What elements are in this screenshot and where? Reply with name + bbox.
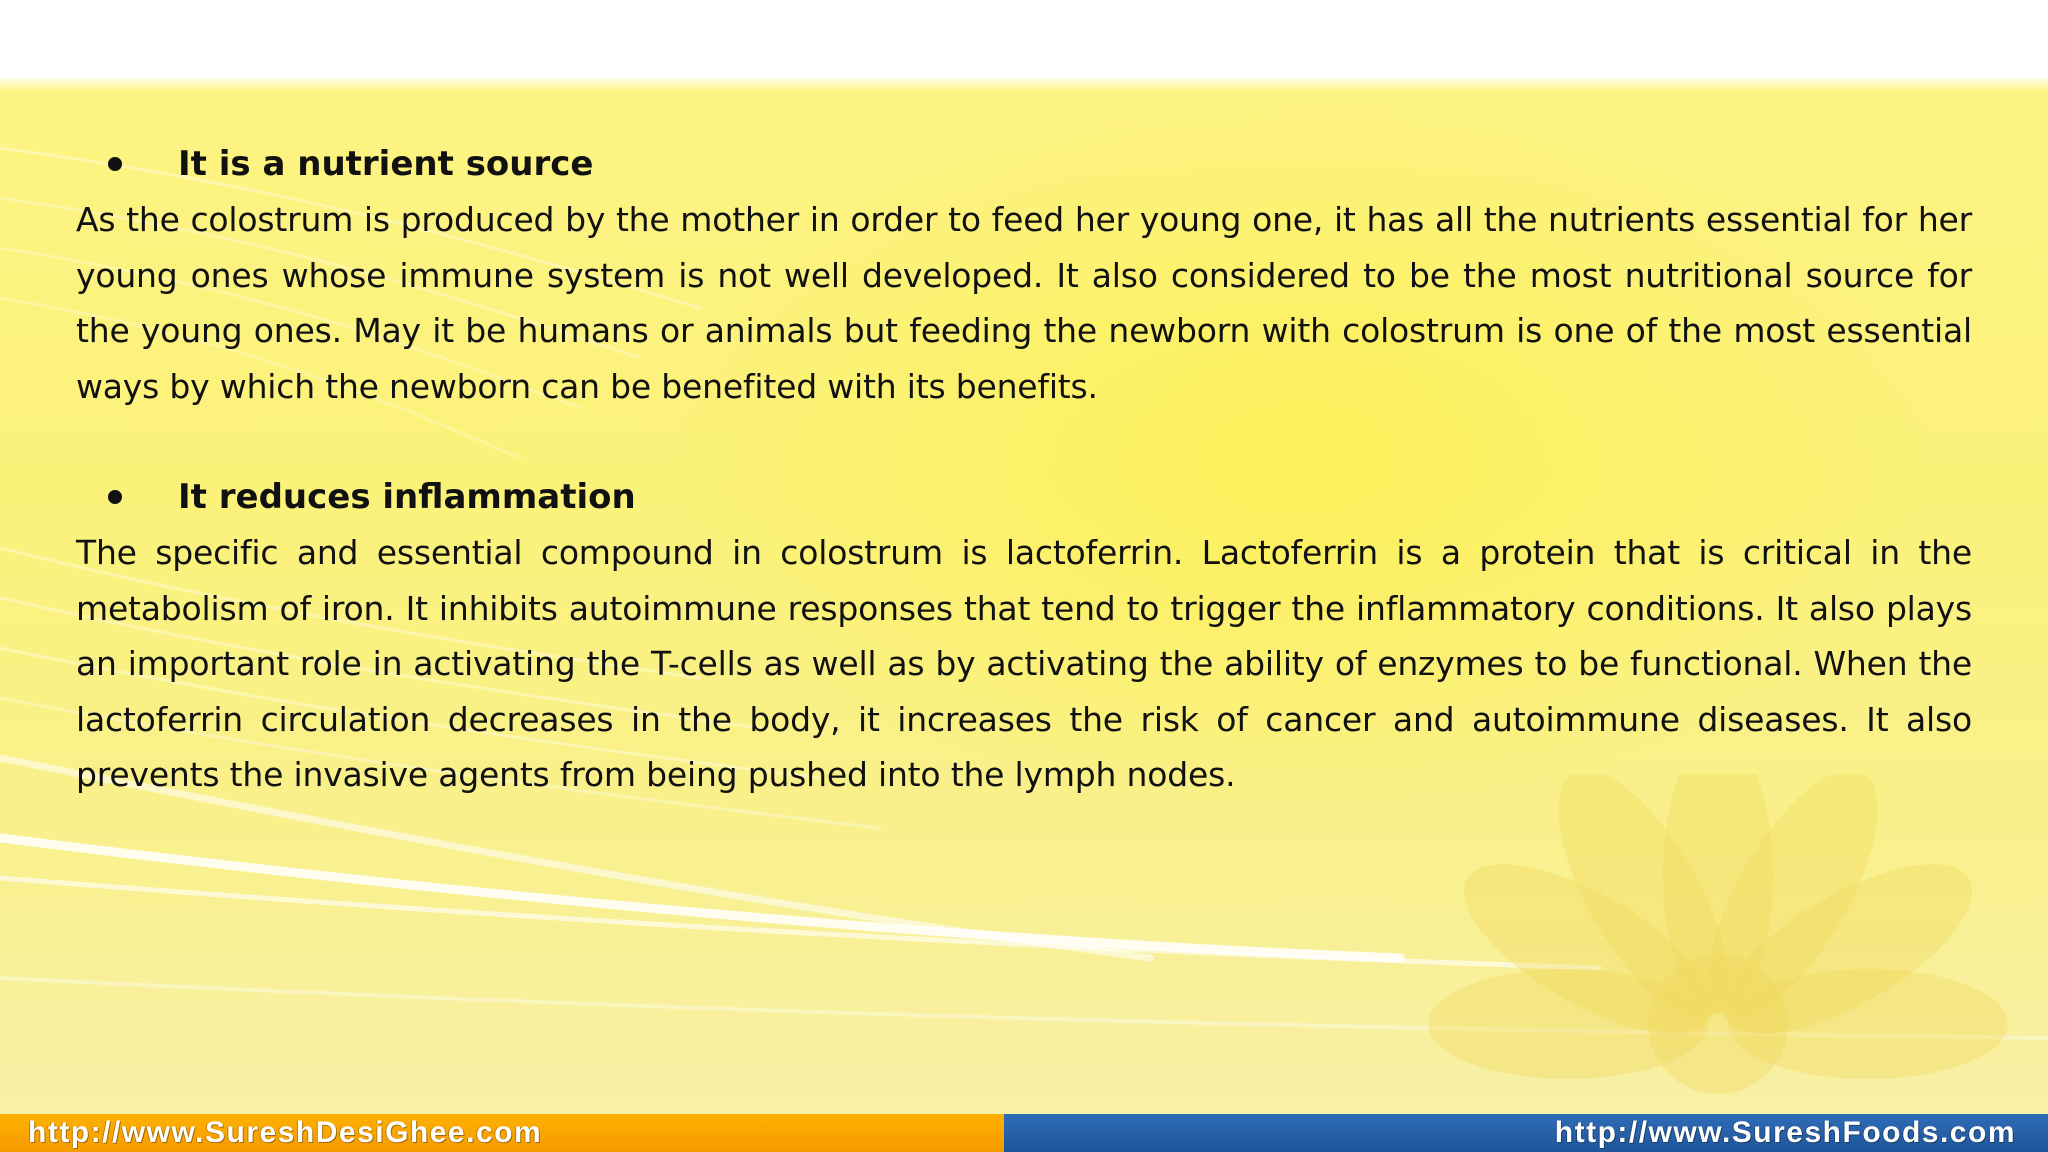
footer-bar	[0, 1114, 2048, 1152]
slide-content	[76, 136, 1972, 858]
slide-background	[0, 78, 2048, 1114]
sureshfoods-link[interactable]: http://www.SureshFoods.com	[1554, 1116, 2016, 1149]
section-heading: It is a nutrient source	[178, 144, 594, 184]
footer-left-panel	[0, 1114, 1004, 1152]
section-paragraph: The specific and essential compound in colostrum is lactoferrin. Lactoferrin is a protein that is critical in the metabolism of iron. It inhibits autoimmune responses that tend to trigger the inflammatory conditions. It also plays an important role in activating the T-cells as well as by activating the ability of enzymes to be functional. When the lactoferrin circulation decreases in the body, it increases the risk of cancer and autoimmune diseases. It also prevents the invasive agents from being pushed into the lymph nodes.	[76, 533, 1972, 794]
footer-right-panel	[1004, 1114, 2048, 1152]
desighee-link[interactable]: http://www.SureshDesiGhee.com	[28, 1116, 543, 1149]
bullet-dot-icon	[108, 157, 122, 171]
section-reduces-inflammation	[76, 469, 1972, 803]
bullet-heading-row	[76, 136, 1972, 192]
section-paragraph: As the colostrum is produced by the mother in order to feed her young one, it has all the nutrients essential for her young ones whose immune system is not well developed. It also considered to be the most nutritional source for the young ones. May it be humans or animals but feeding the newborn with colostrum is one of the most essential ways by which the newborn can be benefited with its benefits.	[76, 200, 1972, 406]
bullet-heading-row	[76, 469, 1972, 525]
section-heading: It reduces inflammation	[178, 477, 636, 517]
section-nutrient-source	[76, 136, 1972, 414]
bullet-dot-icon	[108, 490, 122, 504]
